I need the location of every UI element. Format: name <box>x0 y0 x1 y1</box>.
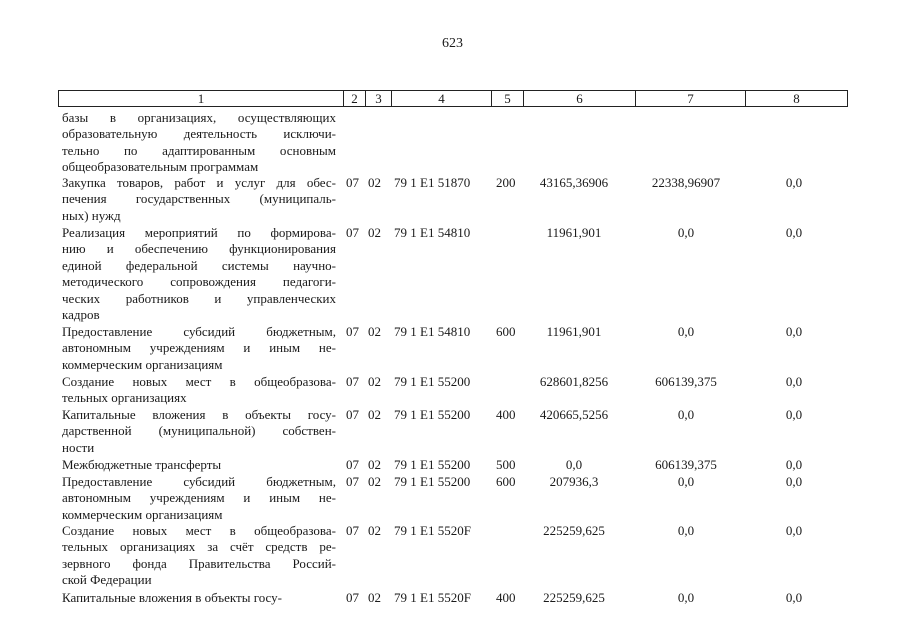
cell-csr: 79 1 E1 55200 <box>394 457 471 472</box>
header-col-4: 4 <box>391 91 491 106</box>
row-name <box>62 523 336 589</box>
cell-v6: 43165,36906 <box>539 175 609 190</box>
row-name-line: автономным учреждениям и иным не- <box>62 340 336 356</box>
cell-csr: 79 1 E1 55200 <box>394 374 471 389</box>
cell-csr: 79 1 E1 51870 <box>394 175 471 190</box>
header-col-6: 6 <box>523 91 635 106</box>
header-col-8: 8 <box>745 91 847 106</box>
row-name-line: ности <box>62 439 95 455</box>
row-name-line: дарственной (муниципальной) собствен- <box>62 423 336 439</box>
cell-vr: 500 <box>496 457 516 472</box>
cell-v8: 0,0 <box>785 523 803 538</box>
row-name <box>62 474 336 523</box>
row-name-line: ской Федерации <box>62 572 152 588</box>
cell-csr: 79 1 E1 55200 <box>394 474 471 489</box>
row-name <box>62 457 336 473</box>
cell-vr: 400 <box>496 407 516 422</box>
cell-v6: 11961,901 <box>546 225 602 240</box>
header-col-3: 3 <box>365 91 391 106</box>
cell-pr: 02 <box>368 523 381 538</box>
cell-v8: 0,0 <box>785 590 803 605</box>
cell-v8: 0,0 <box>785 324 803 339</box>
row-name <box>62 590 336 606</box>
cell-pr: 02 <box>368 457 381 472</box>
row-name-line: коммерческим организациям <box>62 506 223 522</box>
row-name-line: Создание новых мест в общеобразова- <box>62 523 336 538</box>
cell-v7: 606139,375 <box>655 457 717 472</box>
row-name-line: тельно по адаптированным основным <box>62 142 336 158</box>
cell-pr: 02 <box>368 374 381 389</box>
cell-v8: 0,0 <box>785 225 803 240</box>
cell-pr: 02 <box>368 590 381 605</box>
header-col-5: 5 <box>491 91 523 106</box>
row-name <box>62 374 336 407</box>
row-name <box>62 110 336 176</box>
row-name-line: Закупка товаров, работ и услуг для обес- <box>62 175 336 190</box>
cell-rz: 07 <box>346 457 359 472</box>
row-name-line: общеобразовательным программам <box>62 159 259 175</box>
cell-v7: 22338,96907 <box>651 175 721 190</box>
cell-v7: 0,0 <box>677 474 695 489</box>
cell-v6: 0,0 <box>565 457 583 472</box>
cell-pr: 02 <box>368 175 381 190</box>
cell-csr: 79 1 E1 55200 <box>394 407 471 422</box>
cell-v6: 11961,901 <box>546 324 602 339</box>
cell-v8: 0,0 <box>785 457 803 472</box>
cell-v6: 225259,625 <box>543 590 605 605</box>
row-name-line: ных) нужд <box>62 207 121 223</box>
cell-csr: 79 1 E1 54810 <box>394 225 471 240</box>
cell-v7: 0,0 <box>677 225 695 240</box>
row-name-line: ческих работников и управленческих <box>62 290 336 306</box>
cell-csr: 79 1 E1 5520F <box>394 590 471 605</box>
row-name-line: Капитальные вложения в объекты госу- <box>62 590 282 605</box>
cell-pr: 02 <box>368 407 381 422</box>
cell-v7: 0,0 <box>677 324 695 339</box>
page-number: 623 <box>442 36 463 51</box>
cell-rz: 07 <box>346 324 359 339</box>
row-name-line: Предоставление субсидий бюджетным, <box>62 324 336 339</box>
cell-v6: 628601,8256 <box>539 374 609 389</box>
row-name-line: Капитальные вложения в объекты госу- <box>62 407 336 422</box>
cell-v8: 0,0 <box>785 407 803 422</box>
cell-v7: 0,0 <box>677 523 695 538</box>
cell-rz: 07 <box>346 523 359 538</box>
row-name-line: методического сопровождения педагоги- <box>62 274 336 290</box>
row-name-line: Межбюджетные трансферты <box>62 457 222 472</box>
cell-rz: 07 <box>346 225 359 240</box>
cell-vr: 200 <box>496 175 516 190</box>
cell-vr: 600 <box>496 324 516 339</box>
row-name-line: единой федеральной системы научно- <box>62 257 336 273</box>
cell-rz: 07 <box>346 590 359 605</box>
row-name <box>62 324 336 373</box>
cell-pr: 02 <box>368 225 381 240</box>
cell-rz: 07 <box>346 374 359 389</box>
row-name-line: тельных организациях <box>62 390 187 406</box>
cell-v7: 606139,375 <box>655 374 717 389</box>
cell-rz: 07 <box>346 407 359 422</box>
cell-rz: 07 <box>346 474 359 489</box>
row-name-line: Создание новых мест в общеобразова- <box>62 374 336 389</box>
cell-v8: 0,0 <box>785 374 803 389</box>
row-name-line: коммерческим организациям <box>62 356 223 372</box>
row-name-line: Предоставление субсидий бюджетным, <box>62 474 336 489</box>
cell-v6: 225259,625 <box>543 523 605 538</box>
row-name-line: кадров <box>62 307 100 323</box>
cell-v8: 0,0 <box>785 474 803 489</box>
row-name-line: печения государственных (муниципаль- <box>62 191 336 207</box>
cell-vr: 400 <box>496 590 516 605</box>
row-name <box>62 175 336 224</box>
cell-csr: 79 1 E1 54810 <box>394 324 471 339</box>
cell-v6: 207936,3 <box>549 474 599 489</box>
table-header <box>58 90 848 107</box>
row-name <box>62 225 336 323</box>
cell-pr: 02 <box>368 324 381 339</box>
row-name-line: базы в организациях, осуществляющих <box>62 110 336 125</box>
cell-v7: 0,0 <box>677 590 695 605</box>
row-name-line: образовательную деятельность исключи- <box>62 126 336 142</box>
cell-v6: 420665,5256 <box>539 407 609 422</box>
cell-v8: 0,0 <box>785 175 803 190</box>
cell-pr: 02 <box>368 474 381 489</box>
header-col-2: 2 <box>343 91 365 106</box>
cell-csr: 79 1 E1 5520F <box>394 523 471 538</box>
cell-vr: 600 <box>496 474 516 489</box>
row-name <box>62 407 336 456</box>
row-name-line: автономным учреждениям и иным не- <box>62 490 336 506</box>
cell-v7: 0,0 <box>677 407 695 422</box>
header-col-7: 7 <box>635 91 745 106</box>
header-col-1: 1 <box>197 91 205 106</box>
row-name-line: нию и обеспечению функционирования <box>62 241 336 257</box>
row-name-line: Реализация мероприятий по формирова- <box>62 225 336 240</box>
row-name-line: зервного фонда Правительства Россий- <box>62 555 336 571</box>
row-name-line: тельных организациях за счёт средств ре- <box>62 539 336 555</box>
cell-rz: 07 <box>346 175 359 190</box>
